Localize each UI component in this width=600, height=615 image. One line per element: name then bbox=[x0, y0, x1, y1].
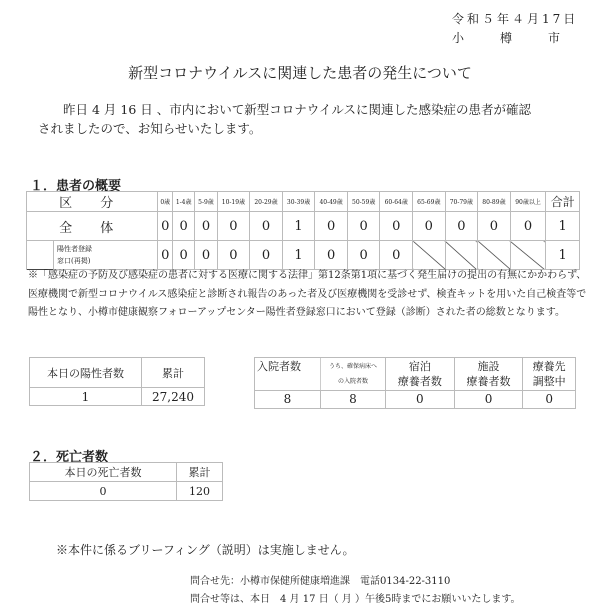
cell-value: 0 bbox=[315, 241, 348, 270]
contact-info bbox=[190, 573, 521, 609]
not-applicable-cell bbox=[413, 241, 446, 270]
row-label-line: 窓口(再掲) bbox=[57, 257, 91, 265]
row-total: 1 bbox=[546, 212, 580, 241]
positives-value-row bbox=[30, 388, 205, 406]
briefing-note: ※本件に係るブリーフィング（説明）は実施しません。 bbox=[56, 543, 355, 557]
deaths-header-row bbox=[30, 463, 223, 482]
cell-value: 0 bbox=[172, 212, 194, 241]
not-applicable-cell bbox=[510, 241, 546, 270]
age-header: 80-89歳 bbox=[478, 192, 511, 212]
hotel-value: 0 bbox=[386, 391, 455, 409]
cell-value: 0 bbox=[445, 212, 478, 241]
intro-line-1: 昨日 4 月 16 日 、市内において新型コロナウイルスに関連した感染症の患者が確認 bbox=[63, 102, 531, 117]
cell-value: 0 bbox=[510, 212, 546, 241]
care-value-row bbox=[255, 391, 576, 409]
row-label bbox=[54, 241, 158, 270]
cell-value: 0 bbox=[172, 241, 194, 270]
care-status-table bbox=[254, 357, 576, 409]
age-header: 40-49歳 bbox=[315, 192, 348, 212]
not-applicable-cell bbox=[478, 241, 511, 270]
issuer-city bbox=[452, 29, 560, 46]
facility-value: 0 bbox=[454, 391, 523, 409]
hotel-label-line: 宿泊 bbox=[408, 360, 431, 373]
row-label: 全 体 bbox=[27, 212, 158, 241]
cumulative-deaths-label: 累計 bbox=[177, 463, 223, 482]
cell-value: 0 bbox=[158, 241, 173, 270]
indent-cell bbox=[27, 241, 54, 270]
not-applicable-cell bbox=[445, 241, 478, 270]
section2-heading: ２．死亡者数 bbox=[30, 450, 109, 465]
cumulative-deaths-value: 120 bbox=[177, 482, 223, 501]
cell-value: 0 bbox=[347, 212, 380, 241]
today-positives-value: 1 bbox=[30, 388, 142, 406]
issuer-char: 小 bbox=[452, 31, 465, 45]
table-row bbox=[27, 241, 580, 270]
age-header: 60-64歳 bbox=[380, 192, 413, 212]
kubun-header: 区 分 bbox=[27, 192, 158, 212]
cell-value: 1 bbox=[282, 241, 315, 270]
facility-label-line: 施設 bbox=[477, 360, 500, 373]
adjusting-value: 0 bbox=[523, 391, 576, 409]
today-positives-label: 本日の陽性者数 bbox=[30, 358, 142, 388]
hospitalized-label: 入院者数 bbox=[255, 358, 321, 391]
age-header: 10-19歳 bbox=[217, 192, 250, 212]
care-header-row bbox=[255, 358, 576, 391]
section1-heading: １．患者の概要 bbox=[30, 179, 122, 194]
table-footnote: ※「感染症の予防及び感染症の患者に対する医療に関する法律」第12条第1項に基づく発生届けの提出の有無にかかわらず、医療機関で新型コロナウイルス感染症と診断され報告のあった者及び医療機関を受診せず、検査キットを用いた自己検査等で陽性となり、小樽市健康観察フォローアップセンター陽性者登録窓口において登録（診断）された者の総数となります。 bbox=[28, 270, 587, 318]
facility-label-line: 療養者数 bbox=[466, 375, 511, 388]
today-deaths-value: 0 bbox=[30, 482, 177, 501]
positives-table bbox=[29, 357, 205, 406]
today-deaths-label: 本日の死亡者数 bbox=[30, 463, 177, 482]
cell-value: 0 bbox=[217, 241, 250, 270]
release-date: 令和５年４月17日 bbox=[452, 12, 579, 26]
age-header: 20-29歳 bbox=[250, 192, 283, 212]
age-header: 0歳 bbox=[158, 192, 173, 212]
patient-overview-table bbox=[26, 191, 580, 270]
hotel-label bbox=[386, 358, 455, 391]
cell-value: 0 bbox=[217, 212, 250, 241]
table-header-row bbox=[27, 192, 580, 212]
cumulative-positives-value: 27,240 bbox=[142, 388, 205, 406]
cell-value: 0 bbox=[250, 241, 283, 270]
age-header: 50-59歳 bbox=[347, 192, 380, 212]
deaths-value-row bbox=[30, 482, 223, 501]
age-header: 65-69歳 bbox=[413, 192, 446, 212]
age-header: 5-9歳 bbox=[195, 192, 217, 212]
cell-value: 0 bbox=[195, 212, 217, 241]
cell-value: 0 bbox=[158, 212, 173, 241]
secured-beds-label-line: うち、確保病床へ bbox=[328, 363, 377, 370]
cell-value: 1 bbox=[282, 212, 315, 241]
secured-beds-label bbox=[321, 358, 386, 391]
deaths-table bbox=[29, 462, 223, 501]
hospitalized-value: 8 bbox=[255, 391, 321, 409]
hotel-label-line: 療養者数 bbox=[397, 375, 442, 388]
secured-beds-value: 8 bbox=[321, 391, 386, 409]
age-header: 1-4歳 bbox=[172, 192, 194, 212]
cell-value: 0 bbox=[315, 212, 348, 241]
age-header: 30-39歳 bbox=[282, 192, 315, 212]
contact-line-2: 問合せ等は、本日 4 月 17 日（ 月 ）午後5時までにお願いいたします。 bbox=[190, 594, 521, 605]
age-header: 70-79歳 bbox=[445, 192, 478, 212]
facility-label bbox=[454, 358, 523, 391]
intro-line-2: されましたので、お知らせいたします。 bbox=[38, 121, 262, 136]
cell-value: 0 bbox=[195, 241, 217, 270]
issuer-char: 樽 bbox=[499, 31, 512, 45]
cell-value: 0 bbox=[347, 241, 380, 270]
cell-value: 0 bbox=[380, 212, 413, 241]
cell-value: 0 bbox=[380, 241, 413, 270]
cell-value: 0 bbox=[250, 212, 283, 241]
document-title: 新型コロナウイルスに関連した患者の発生について bbox=[128, 64, 472, 82]
adjusting-label-line: 療養先 bbox=[532, 360, 566, 373]
table-row bbox=[27, 212, 580, 241]
cell-value: 0 bbox=[478, 212, 511, 241]
contact-line-1: 問合せ先：小樽市保健所健康増進課 電話0134-22-3110 bbox=[190, 576, 451, 587]
cell-value: 0 bbox=[413, 212, 446, 241]
issuer-char: 市 bbox=[547, 31, 560, 45]
intro-paragraph bbox=[38, 100, 558, 138]
adjusting-label bbox=[523, 358, 576, 391]
age-header: 90歳以上 bbox=[510, 192, 546, 212]
adjusting-label-line: 調整中 bbox=[532, 375, 566, 388]
secured-beds-label-line: の入院者数 bbox=[337, 378, 368, 385]
cumulative-label: 累計 bbox=[142, 358, 205, 388]
positives-header-row bbox=[30, 358, 205, 388]
row-label-line: 陽性者登録 bbox=[57, 245, 92, 253]
row-total: 1 bbox=[546, 241, 580, 270]
total-header: 合計 bbox=[546, 192, 580, 212]
